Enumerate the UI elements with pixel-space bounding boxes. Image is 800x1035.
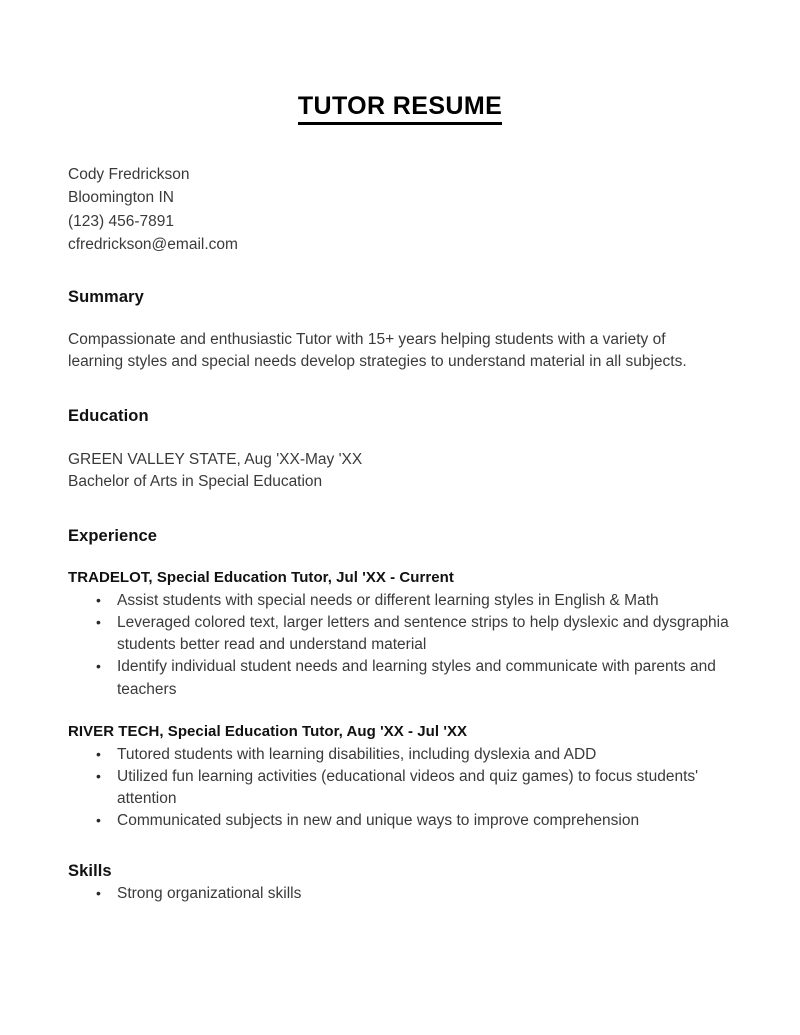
contact-block xyxy=(68,163,732,257)
section-heading-summary: Summary xyxy=(68,287,144,306)
section-summary xyxy=(68,288,732,374)
experience-entry xyxy=(68,568,732,701)
section-heading-skills: Skills xyxy=(68,861,112,880)
experience-bullet-list xyxy=(68,744,732,833)
page-title: TUTOR RESUME xyxy=(298,92,502,125)
contact-location: Bloomington IN xyxy=(68,189,174,207)
document-title-container xyxy=(68,0,732,125)
summary-text: Compassionate and enthusiastic Tutor with 15+ years helping students with a variety of learning styles and special needs develop strategies to understand material in all subjects. xyxy=(68,330,687,371)
list-item: • Strong organizational skills xyxy=(68,883,732,905)
section-skills xyxy=(68,862,732,905)
section-heading-education: Education xyxy=(68,406,149,425)
section-education xyxy=(68,407,732,494)
section-heading-experience: Experience xyxy=(68,526,158,545)
list-item: • Tutored students with learning disabilities, including dyslexia and ADD xyxy=(68,744,732,766)
skills-bullet-list xyxy=(68,883,732,905)
experience-entry xyxy=(68,722,732,833)
experience-job-title: RIVER TECH, Special Education Tutor, Aug 'XX - Jul 'XX xyxy=(68,722,468,740)
list-item: • Utilized fun learning activities (educational videos and quiz games) to focus students' attention xyxy=(68,766,732,810)
contact-name: Cody Fredrickson xyxy=(68,165,190,183)
list-item: • Leveraged colored text, larger letters and sentence strips to help dyslexic and dysgraphia students better read and understand material xyxy=(68,612,732,656)
list-item: • Assist students with special needs or different learning styles in English & Math xyxy=(68,590,732,612)
education-entry xyxy=(68,449,732,494)
list-item: • Identify individual student needs and learning styles and communicate with parents and teachers xyxy=(68,656,732,700)
contact-phone: (123) 456-7891 xyxy=(68,212,174,230)
experience-bullet-list xyxy=(68,590,732,701)
education-school-line: GREEN VALLEY STATE, Aug 'XX-May 'XX xyxy=(68,450,363,468)
education-degree-line: Bachelor of Arts in Special Education xyxy=(68,473,323,491)
section-experience xyxy=(68,527,732,833)
contact-email: cfredrickson@email.com xyxy=(68,236,238,254)
list-item: • Communicated subjects in new and unique ways to improve comprehension xyxy=(68,810,732,832)
experience-job-title: TRADELOT, Special Education Tutor, Jul 'XX - Current xyxy=(68,568,454,586)
